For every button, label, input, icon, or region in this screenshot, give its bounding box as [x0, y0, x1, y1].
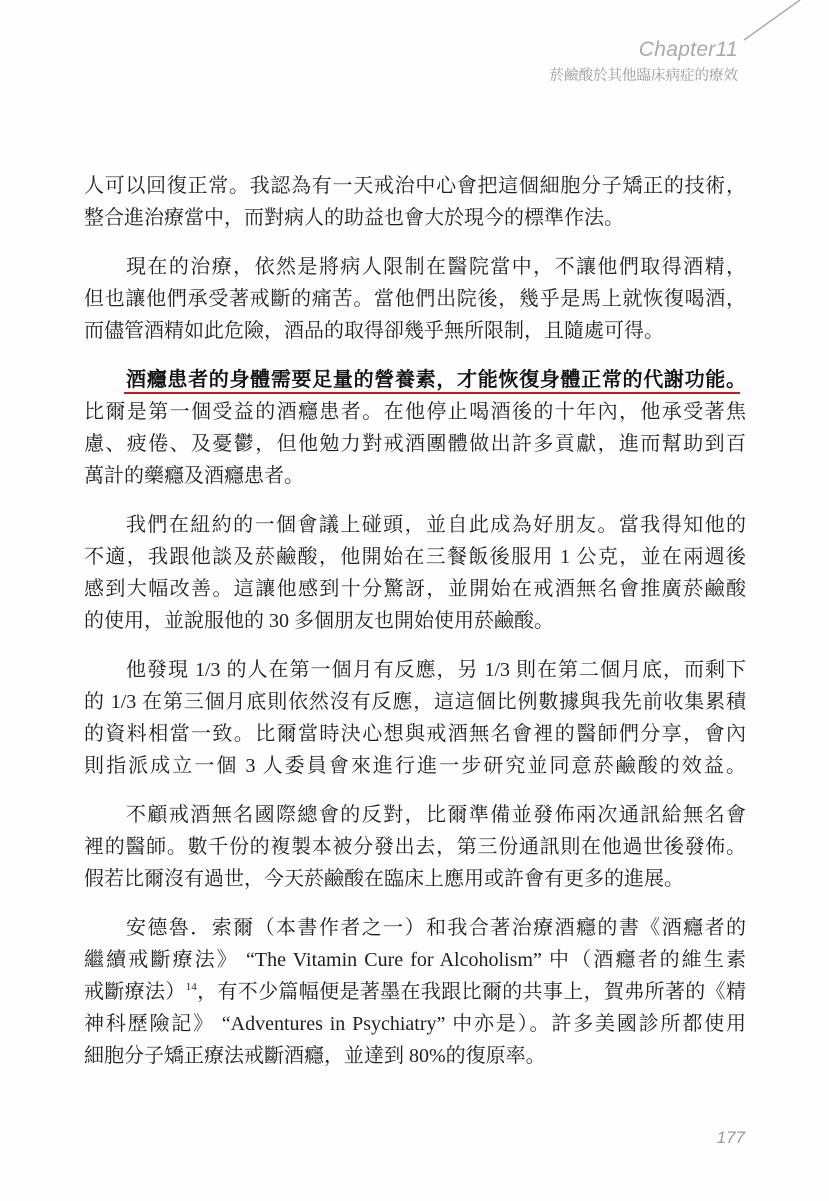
body-text-line: 安德魯．索爾（本書作者之一）和我合著治療酒癮的書《酒癮者的	[126, 917, 746, 939]
body-text-line: 假若比爾沒有過世，今天菸鹼酸在臨床上應用或許會有更多的進展。	[84, 868, 684, 890]
body-text-line: 的 1/3 在第三個月底則依然沒有反應，這這個比例數據與我先前收集累積	[84, 691, 746, 713]
paragraph-3	[84, 364, 746, 492]
chapter-title: 菸鹼酸於其他臨床病症的療效	[549, 68, 738, 84]
body-text-line: 裡的醫師。數千份的複製本被分發出去，第三份通訊則在他過世後發佈。	[84, 836, 746, 858]
body-text-line: 人可以回復正常。我認為有一天戒治中心會把這個細胞分子矯正的技術，	[84, 175, 746, 197]
highlighted-key-sentence: 酒癮患者的身體需要足量的營養素，才能恢復身體正常的代謝功能。	[84, 364, 746, 396]
body-text	[84, 170, 746, 1089]
body-text-line: 而儘管酒精如此危險，酒品的取得卻幾乎無所限制，且隨處可得。	[84, 320, 664, 342]
body-text-line: 比爾是第一個受益的酒癮患者。在他停止喝酒後的十年內，他承受著焦	[84, 401, 746, 423]
line-text-before: 戒斷療法）	[84, 981, 186, 1003]
footnote-reference: 14	[185, 981, 197, 993]
body-text-line: 不適，我跟他談及菸鹼酸，他開始在三餐飯後服用 1 公克，並在兩週後	[84, 546, 746, 568]
paragraph-5	[84, 654, 746, 782]
paragraph-4	[84, 509, 746, 637]
body-text-line: 則指派成立一個 3 人委員會來進行進一步研究並同意菸鹼酸的效益。	[84, 755, 746, 777]
body-text-line: 不顧戒酒無名國際總會的反對，比爾準備並發佈兩次通訊給無名會	[126, 804, 746, 826]
body-text-line: 我們在紐約的一個會議上碰頭，並自此成為好朋友。當我得知他的	[126, 514, 746, 536]
body-text-line: 現在的治療，依然是將病人限制在醫院當中，不讓他們取得酒精，	[126, 256, 746, 278]
body-text-line-with-footnote	[84, 976, 746, 1008]
body-text-line: 感到大幅改善。這讓他感到十分驚訝，並開始在戒酒無名會推廣菸鹼酸	[84, 578, 746, 600]
paragraph-7	[84, 912, 746, 1072]
body-text-line: 的使用，並說服他的 30 多個朋友也開始使用菸鹼酸。	[84, 610, 554, 632]
paragraph-2	[84, 251, 746, 347]
body-text-line: 細胞分子矯正療法戒斷酒癮，並達到 80%的復原率。	[84, 1045, 546, 1067]
paragraph-6	[84, 799, 746, 895]
body-text-line: 慮、疲倦、及憂鬱，但他勉力對戒酒團體做出許多貢獻，進而幫助到百	[84, 433, 746, 455]
page-number: 177	[716, 1128, 745, 1147]
line-text-after: ，有不少篇幅便是著墨在我跟比爾的共事上，賀弗所著的《精	[196, 981, 746, 1003]
body-text-line: 整合進治療當中，而對病人的助益也會大於現今的標準作法。	[84, 207, 624, 229]
chapter-label: Chapter11	[638, 38, 738, 61]
body-text-line: 萬計的藥癮及酒癮患者。	[84, 465, 304, 487]
paragraph-1	[84, 170, 746, 234]
body-text-line: 但也讓他們承受著戒斷的痛苦。當他們出院後，幾乎是馬上就恢復喝酒，	[84, 288, 746, 310]
body-text-line: 他發現 1/3 的人在第一個月有反應，另 1/3 則在第二個月底，而剩下	[126, 659, 746, 681]
body-text-line: 神科歷險記》 “Adventures in Psychiatry” 中亦是）。許多美國診所都使用	[84, 1013, 746, 1035]
body-text-line: 繼續戒斷療法》 “The Vitamin Cure for Alcoholism” 中（酒癮者的維生素	[84, 949, 746, 971]
corner-decoration-line	[738, 0, 808, 44]
body-text-line: 的資料相當一致。比爾當時決心想與戒酒無名會裡的醫師們分享，會內	[84, 723, 746, 745]
